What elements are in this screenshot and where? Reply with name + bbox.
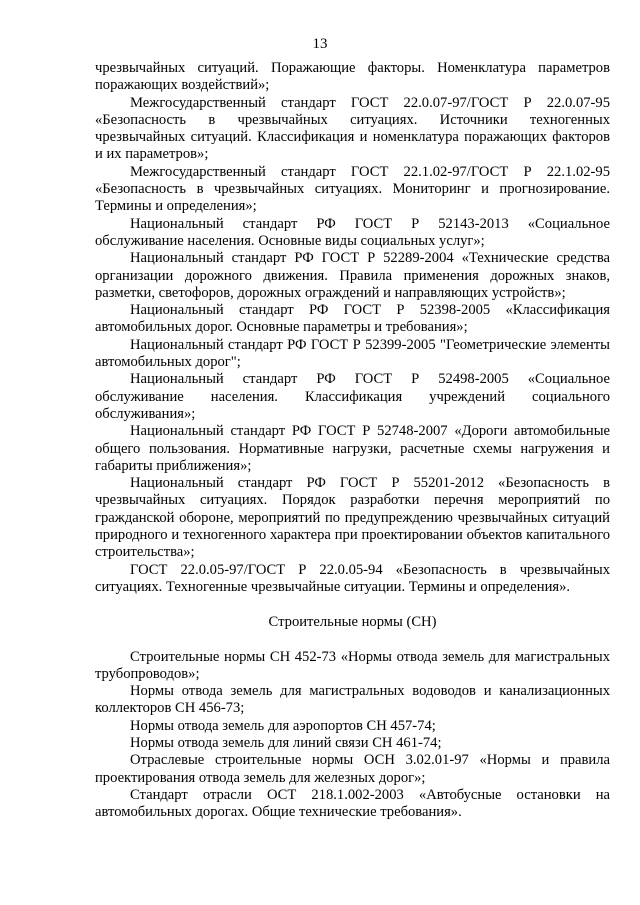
paragraph: Нормы отвода земель для линий связи СН 461-74; bbox=[130, 734, 442, 751]
paragraph: Национальный стандарт РФ ГОСТ Р 52399-2005 "Геометрические элементы автомобильных дорог"; bbox=[95, 336, 610, 371]
paragraph: Национальный стандарт РФ ГОСТ Р 52748-2007 «Дороги автомобильные общего пользования. Нормативные нагрузки, расчетные схемы нагружения и габариты приближения»; bbox=[95, 423, 610, 474]
paragraph: Национальный стандарт РФ ГОСТ Р 55201-2012 «Безопасность в чрезвычайных ситуациях. Порядок разработки перечня мероприятий по гражданской обороне, мероприятий по предупреждению чрезвычайных ситуаций природного и техногенного характера при проектировании объектов капитального строительства»; bbox=[95, 475, 610, 561]
page-number: 13 bbox=[312, 36, 328, 52]
paragraph: Национальный стандарт РФ ГОСТ Р 52498-2005 «Социальное обслуживание населения. Классификация учреждений социального обслуживания»; bbox=[95, 371, 610, 422]
paragraph: Строительные нормы СН 452-73 «Нормы отвода земель для магистральных трубопроводов»; bbox=[95, 648, 610, 682]
section-title: Строительные нормы (СН) bbox=[268, 614, 437, 631]
paragraph: Нормы отвода земель для магистральных водоводов и канализационных коллекторов СН 456-73; bbox=[95, 683, 610, 717]
paragraph: Национальный стандарт РФ ГОСТ Р 52143-2013 «Социальное обслуживание населения. Основные виды социальных услуг»; bbox=[95, 215, 610, 249]
paragraph: Межгосударственный стандарт ГОСТ 22.1.02-97/ГОСТ Р 22.1.02-95 «Безопасность в чрезвычайных ситуациях. Мониторинг и прогнозирование. Термины и определения»; bbox=[95, 163, 610, 215]
paragraph: Нормы отвода земель для аэропортов СН 457-74; bbox=[130, 717, 436, 734]
paragraph: чрезвычайных ситуаций. Поражающие факторы. Номенклатура параметров поражающих воздействий»; bbox=[95, 60, 610, 94]
paragraph: Межгосударственный стандарт ГОСТ 22.0.07-97/ГОСТ Р 22.0.07-95 «Безопасность в чрезвычайных ситуациях. Источники техногенных чрезвычайных ситуаций. Классификация и номенклатура поражающих факторов и их параметров»; bbox=[95, 94, 610, 163]
paragraph: Национальный стандарт РФ ГОСТ Р 52289-2004 «Технические средства организации дорожного движения. Правила применения дорожных знаков, разметки, светофоров, дорожных ограждений и направляющих устройств»; bbox=[95, 250, 610, 301]
paragraph: ГОСТ 22.0.05-97/ГОСТ Р 22.0.05-94 «Безопасность в чрезвычайных ситуациях. Техногенные чрезвычайные ситуации. Термины и определения». bbox=[95, 561, 610, 595]
document-body bbox=[95, 60, 610, 821]
paragraph: Стандарт отрасли ОСТ 218.1.002-2003 «Автобусные остановки на автомобильных дорогах. Общие технические требования». bbox=[95, 786, 610, 821]
paragraph: Отраслевые строительные нормы ОСН 3.02.01-97 «Нормы и правила проектирования отвода земель для железных дорог»; bbox=[95, 752, 610, 786]
paragraph: Национальный стандарт РФ ГОСТ Р 52398-2005 «Классификация автомобильных дорог. Основные параметры и требования»; bbox=[95, 302, 610, 336]
